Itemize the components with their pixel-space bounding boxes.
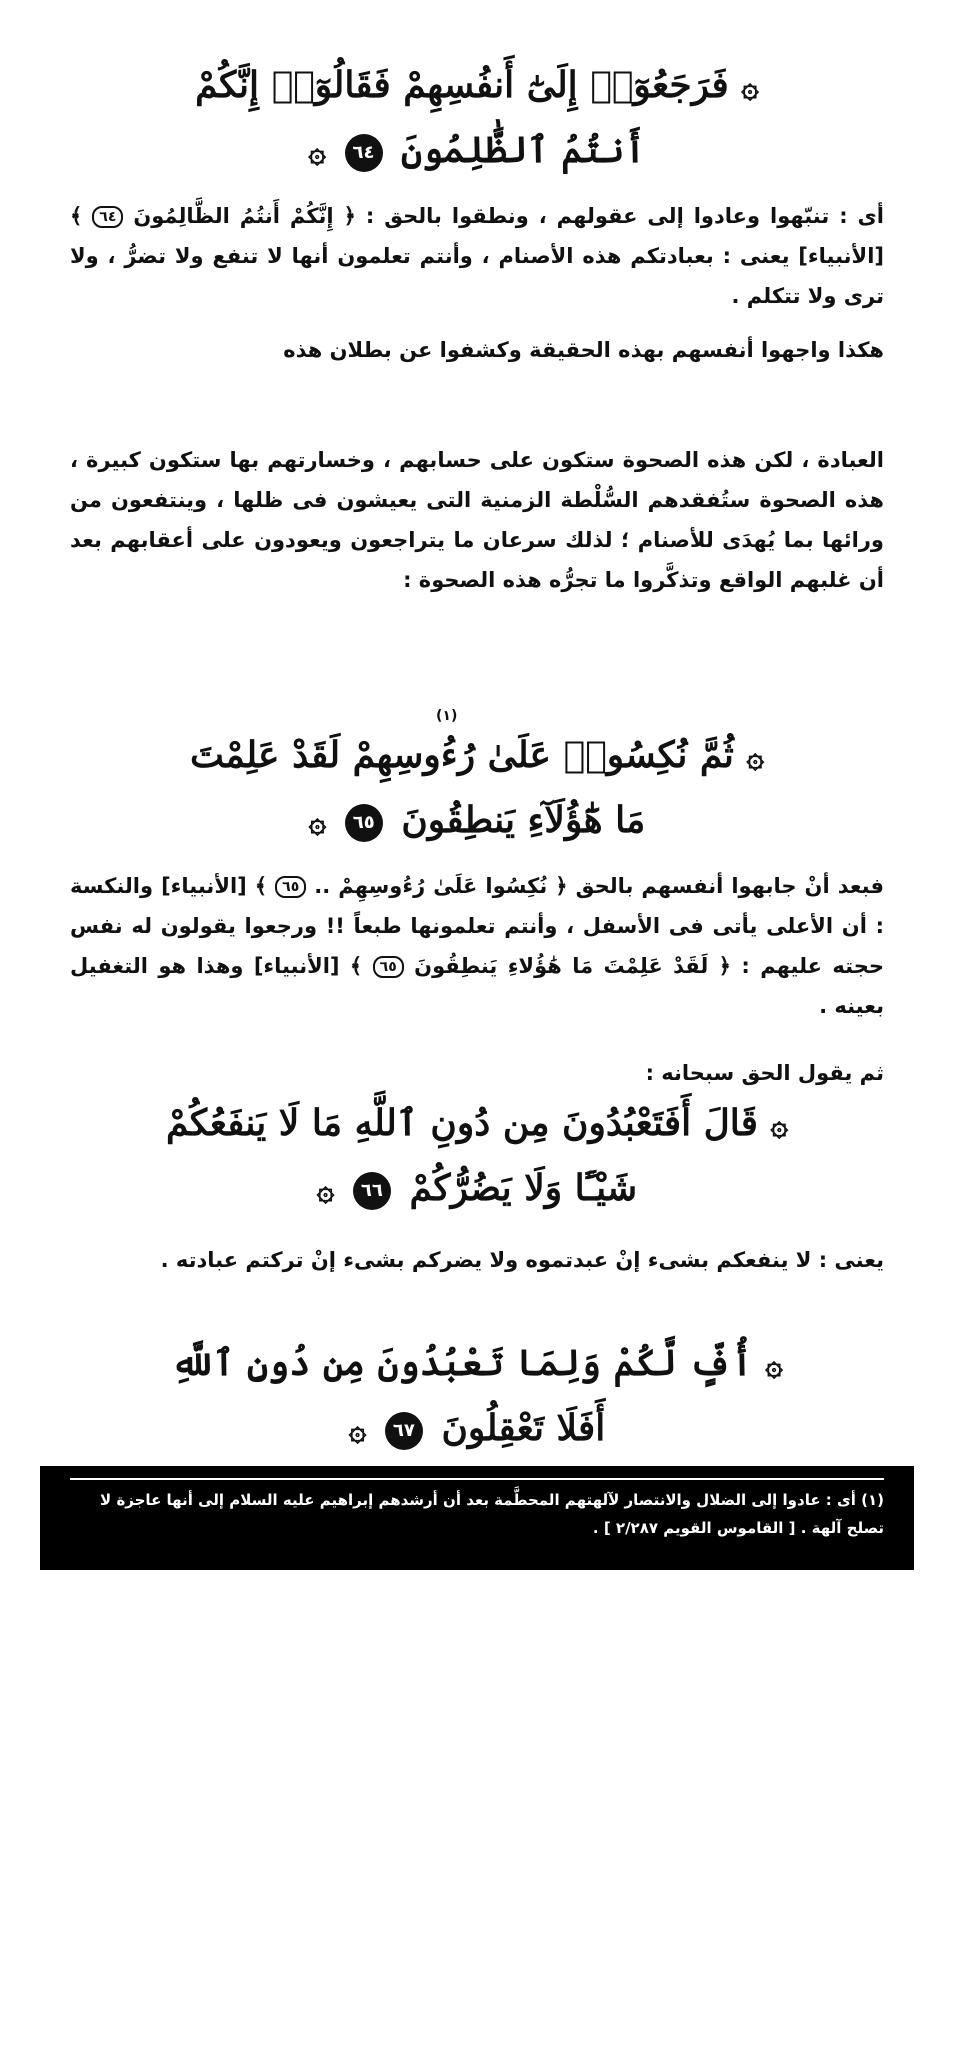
verse-text: أَفَلَا تَعْقِلُونَ (441, 1407, 606, 1449)
commentary-paragraph (70, 440, 884, 600)
commentary-paragraph (70, 330, 884, 370)
verse-text: مَا هَٰٓؤُلَآءِ يَنطِقُونَ (401, 799, 646, 841)
ornament-icon: ۞ (348, 1413, 367, 1448)
commentary-paragraph (70, 866, 884, 1026)
verse-line (80, 1092, 874, 1157)
ornament-icon: ۞ (746, 740, 765, 775)
verse-line (80, 724, 874, 789)
ornament-icon: ۞ (308, 135, 326, 170)
verse-line (80, 119, 874, 184)
verse-text: ثُمَّ نُكِسُوا۟ عَلَىٰ رُءُوسِهِمْ لَقَدْ عَلِمْتَ (189, 734, 734, 776)
ayah-number-badge: ٦٦ (353, 1172, 391, 1210)
paragraph-text: فبعد أنْ جابهوا أنفسهم بالحق ﴿ نُكِسُوا عَلَىٰ رُءُوسِهِمْ .. (314, 874, 884, 898)
verse-text: أَنتُمُ ٱلظَّٰلِمُونَ (401, 129, 646, 171)
ayah-number-badge: ٦٤ (345, 134, 383, 172)
ayah-ref-number: ٦٥ (275, 876, 306, 898)
quran-verse-66 (80, 1092, 874, 1222)
verse-line (80, 1332, 874, 1397)
ayah-ref-number: ٦٤ (92, 206, 123, 228)
ornament-icon: ۞ (741, 70, 759, 105)
paragraph-text: ﴾ [الأنبياء] يعنى : بعبادتكم هذه الأصنام ، وأنتم تعلمون أنها لا تنفع ولا تضرُّ ، ولا ترى ولا تتكلم . (70, 204, 884, 308)
paragraph-text: يعنى : لا ينفعكم بشىء إنْ عبدتموه ولا يضركم بشىء إنْ تركتم عبادته . (160, 1248, 884, 1272)
commentary-paragraph (70, 1053, 884, 1093)
book-page (40, 48, 914, 1570)
paragraph-text: أى : تنبّهوا وعادوا إلى عقولهم ، ونطقوا بالحق : ﴿ إِنَّكُمْ أَنتُمُ الظَّالِمُونَ (133, 204, 885, 228)
quran-verse-65 (80, 724, 874, 854)
verse-text: فَرَجَعُوٓا۟ إِلَىٰٓ أَنفُسِهِمْ فَقَالُوٓا۟ إِنَّكُمْ (195, 64, 729, 106)
verse-line (80, 54, 874, 119)
paragraph-text: ثم يقول الحق سبحانه : (645, 1061, 884, 1085)
ayah-ref-number: ٦٥ (373, 956, 404, 978)
commentary-paragraph (70, 196, 884, 316)
ornament-icon: ۞ (765, 1348, 783, 1383)
footnote-divider (70, 1478, 884, 1480)
paragraph-text: هكذا واجهوا أنفسهم بهذه الحقيقة وكشفوا عن بطلان هذه (283, 338, 884, 362)
commentary-paragraph (70, 1240, 884, 1280)
verse-line (80, 1157, 874, 1222)
ayah-number-badge: ٦٧ (385, 1412, 423, 1450)
paragraph-text: ﴾ [الأنبياء] وهذا هو التغفيل بعينه . (70, 954, 884, 1018)
ornament-icon: ۞ (308, 805, 327, 840)
ayah-number-badge: ٦٥ (345, 804, 383, 842)
verse-line (80, 1397, 874, 1462)
verse-line (80, 789, 874, 854)
paragraph-text: ﴾ [الأنبياء] والنكسة : أن الأعلى يأتى فى الأسفل ، وأنتم تعلمونها طبعاً !! ورجعوا يقولون له نفس حجته عليهم : ﴿ لَقَدْ عَلِمْتَ مَا هَٰؤُلاءِ يَنطِقُونَ (70, 874, 885, 978)
quran-verse-67 (80, 1332, 874, 1462)
verse-text: أُفٍّ لَّكُمْ وَلِمَا تَعْبُدُونَ مِن دُونِ ٱللَّهِ (171, 1342, 753, 1384)
verse-text: قَالَ أَفَتَعْبُدُونَ مِن دُونِ ٱللَّهِ مَا لَا يَنفَعُكُمْ (165, 1102, 758, 1144)
ornament-icon: ۞ (316, 1173, 335, 1208)
footnote-reference: (١) (436, 708, 458, 724)
ornament-icon: ۞ (770, 1108, 789, 1143)
footnote-box (40, 1466, 914, 1570)
footnote-text: (١) أى : عادوا إلى الضلال والانتصار لآلهتهم المحطَّمة بعد أن أرشدهم إبراهيم عليه السلام إلى أنها عاجزة لا تصلح آلهة . [ القاموس القويم ٢/٢٨٧ ] . (100, 1491, 884, 1537)
quran-verse-64 (80, 54, 874, 184)
verse-text: شَيْـًٔا وَلَا يَضُرُّكُمْ (409, 1167, 638, 1209)
paragraph-text: العبادة ، لكن هذه الصحوة ستكون على حسابهم ، وخسارتهم بها ستكون كبيرة ، هذه الصحوة ستُفقدهم السُّلْطة الزمنية التى يعيشون فى ظلها ، وينتفعون من ورائها بما يُهدَى للأصنام ؛ لذلك سرعان ما يتراجعون ويعودون على أعقابهم بعد أن غلبهم الواقع وتذكَّروا ما تجرُّه هذه الصحوة : (70, 448, 884, 592)
